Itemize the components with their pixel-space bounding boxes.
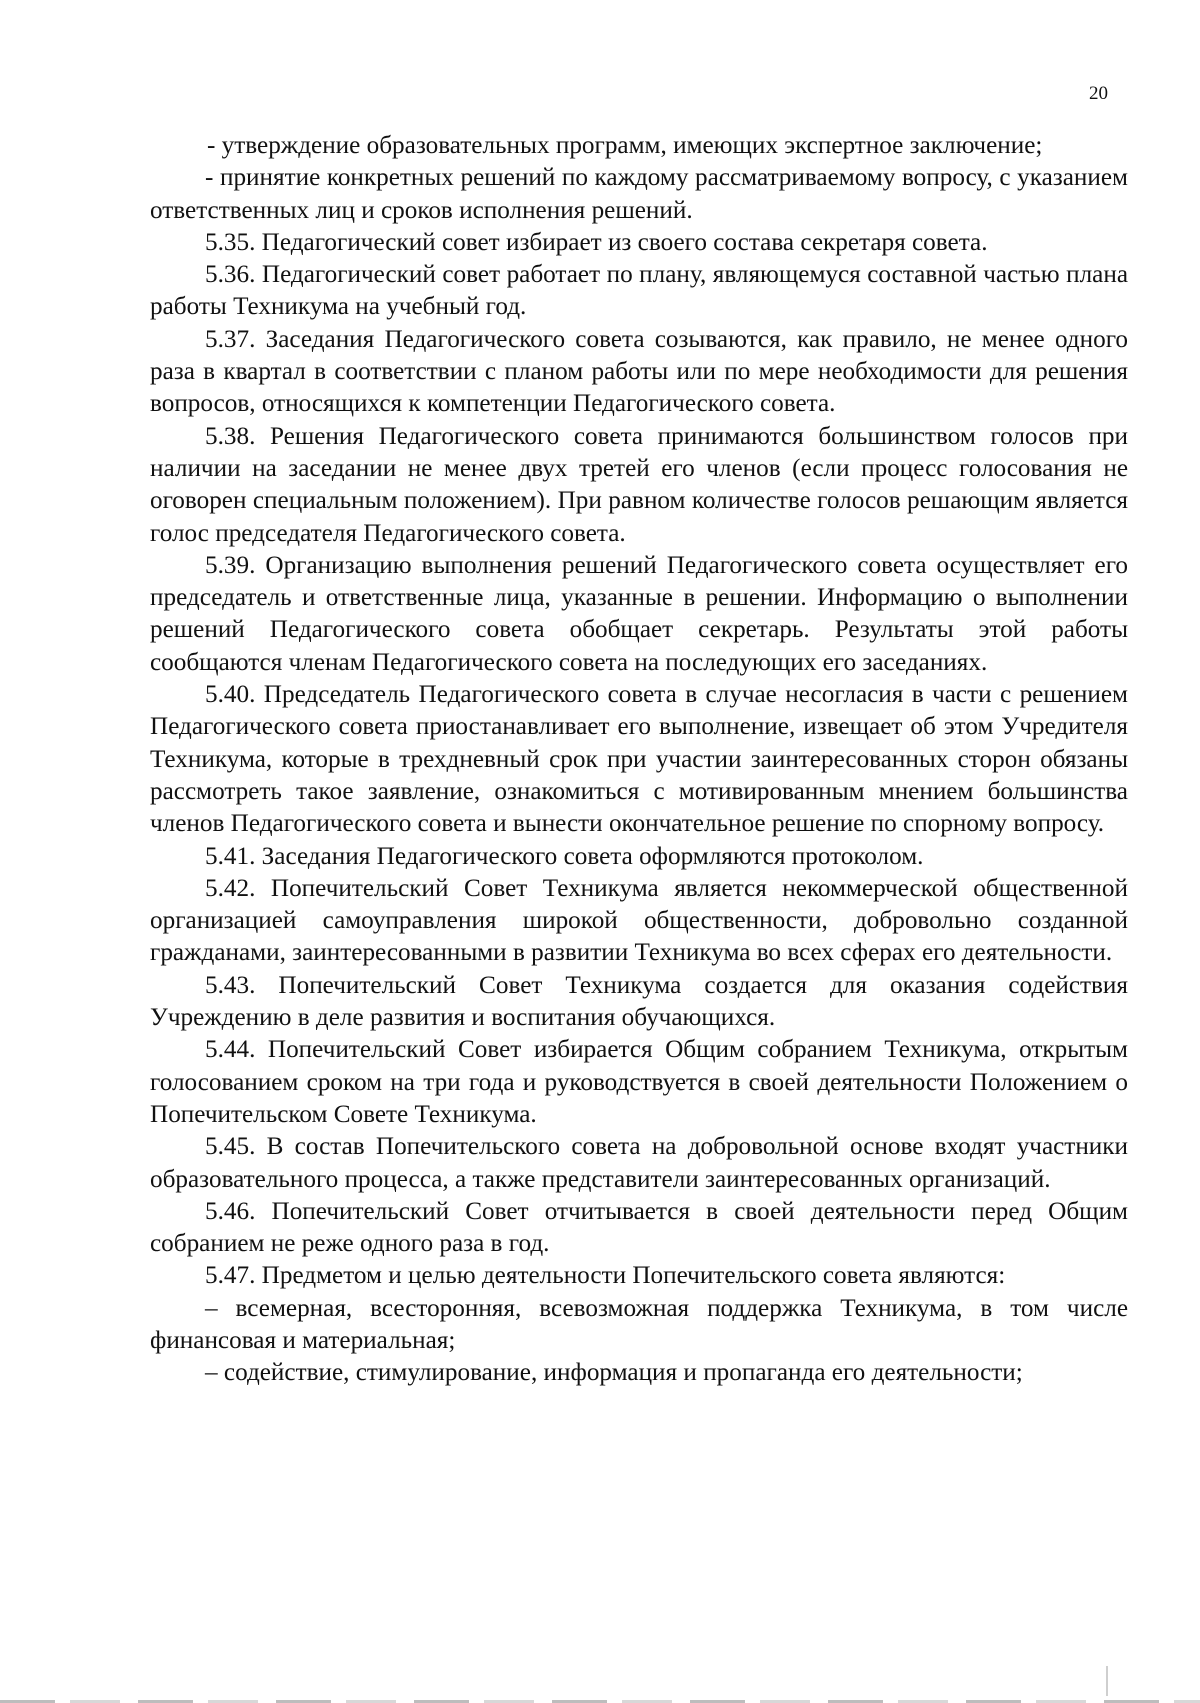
margin-mark — [1106, 1666, 1108, 1696]
paragraph-5-45: 5.45. В состав Попечительского совета на добровольной основе входят участники образовательного процесса, а также представители заинтересованных организаций. — [150, 1133, 1128, 1193]
paragraph-bullet-support: – всемерная, всесторонняя, всевозможная поддержка Техникума, в том числе финансовая и материальная; — [150, 1294, 1128, 1354]
paragraph-5-41: 5.41. Заседания Педагогического совета оформляются протоколом. — [205, 842, 924, 870]
paragraph-5-46: 5.46. Попечительский Совет отчитывается в своей деятельности перед Общим собранием не реже одного раза в год. — [150, 1197, 1128, 1258]
paragraph-bullet-decisions: - принятие конкретных решений по каждому рассматриваемому вопросу, с указанием ответственных лиц и сроков исполнения решений. — [150, 164, 1128, 224]
paragraph-5-39: 5.39. Организацию выполнения решений Педагогического совета осуществляет его председатель и ответственные лица, указанные в решении. Информацию о выполнении решений Педагогического совета обобщает секретарь. Результаты этой работы сообщаются членам Педагогического совета на последующих его заседаниях. — [150, 551, 1128, 676]
paragraph-5-43: 5.43. Попечительский Совет Техникума создается для оказания содействия Учреждению в деле развития и воспитания обучающихся. — [150, 971, 1128, 1032]
paragraph-5-38: 5.38. Решения Педагогического совета принимаются большинством голосов при наличии на заседании не менее двух третей его членов (если процесс голосования не оговорен специальным положением). При равном количестве голосов решающим является голос председателя Педагогического совета. — [150, 422, 1128, 547]
paragraph-5-44: 5.44. Попечительский Совет избирается Общим собранием Техникума, открытым голосованием сроком на три года и руководствуется в своей деятельности Положением о Попечительском Совете Техникума. — [150, 1036, 1128, 1128]
paragraph-5-47: 5.47. Предметом и целью деятельности Попечительского совета являются: — [205, 1262, 1006, 1290]
paragraph-bullet-approval: - утверждение образовательных программ, имеющих экспертное заключение; — [207, 132, 1043, 159]
paragraph-5-35: 5.35. Педагогический совет избирает из своего состава секретаря совета. — [205, 228, 988, 256]
document-body — [150, 130, 1128, 1390]
page-number: 20 — [1089, 83, 1108, 104]
paragraph-bullet-promotion: – содействие, стимулирование, информация и пропаганда его деятельности; — [205, 1359, 1023, 1387]
paragraph-5-37: 5.37. Заседания Педагогического совета созываются, как правило, не менее одного раза в квартал в соответствии с планом работы или по мере необходимости для решения вопросов, относящихся к компетенции Педагогического совета. — [150, 325, 1128, 418]
paragraph-5-42: 5.42. Попечительский Совет Техникума является некоммерческой общественной организацией самоуправления широкой общественности, добровольно созданной гражданами, заинтересованными в развитии Техникума во всех сферах его деятельности. — [150, 874, 1128, 967]
paragraph-5-40: 5.40. Председатель Педагогического совета в случае несогласия в части с решением Педагогического совета приостанавливает его выполнение, извещает об этом Учредителя Техникума, которые в трехдневный срок при участии заинтересованных сторон обязаны рассмотреть такое заявление, ознакомиться с мотивированным мнением большинства членов Педагогического совета и вынести окончательное решение по спорному вопросу. — [150, 681, 1128, 838]
paragraph-5-36: 5.36. Педагогический совет работает по плану, являющемуся составной частью плана работы Техникума на учебный год. — [150, 261, 1128, 321]
